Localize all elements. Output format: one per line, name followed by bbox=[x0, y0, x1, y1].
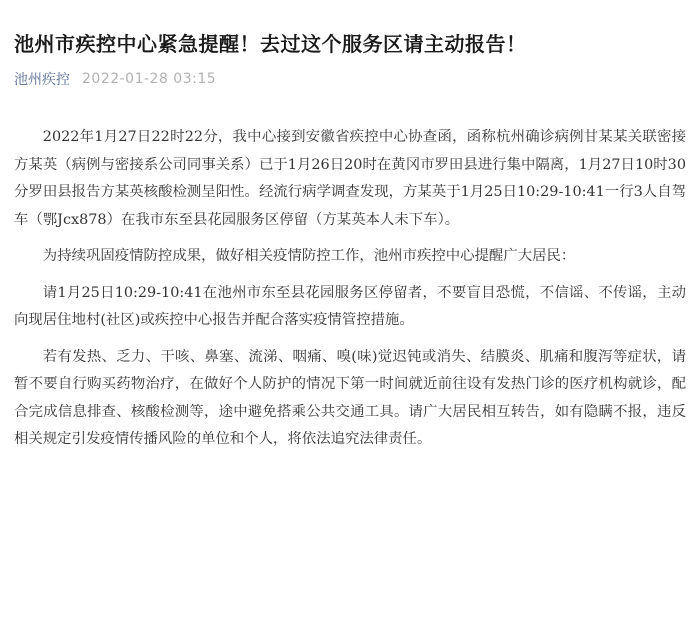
account-name-link[interactable]: 池州疾控 bbox=[14, 72, 70, 88]
body-paragraph: 为持续巩固疫情防控成果，做好相关疫情防控工作，池州市疾控中心提醒广大居民： bbox=[42, 248, 576, 264]
article-meta bbox=[14, 68, 216, 90]
publish-time: 2022-01-28 03:15 bbox=[82, 71, 217, 87]
body-paragraph: 请1月25日10:29-10:41在池州市东至县花园服务区停留者，不要盲目恐慌，不信谣、不传谣，主动向现居住地村(社区)或疾控中心报告并配合落实疫情管控措施。 bbox=[14, 284, 686, 328]
body-paragraph: 2022年1月27日22时22分，我中心接到安徽省疾控中心协查函，函称杭州确诊病例甘某某关联密接方某英（病例与密接系公司同事关系）已于1月26日20时在黄冈市罗田县进行集中隔离，1月27日10时30分罗田县报告方某英核酸检测呈阳性。经流行病学调查发现，方某英于1月25日10:29-10:41一行3人自驾车（鄂Jcx878）在我市东至县花园服务区停留（方某英本人未下车）。 bbox=[14, 129, 686, 228]
body-paragraph: 若有发热、乏力、干咳、鼻塞、流涕、咽痛、嗅(味)觉迟钝或消失、结膜炎、肌痛和腹泻等症状，请暂不要自行购买药物治疗，在做好个人防护的情况下第一时间就近前往设有发热门诊的医疗机构就诊，配合完成信息排查、核酸检测等，途中避免搭乘公共交通工具。请广大居民相互转告，如有隐瞒不报，违反相关规定引发疫情传播风险的单位和个人，将依法追究法律责任。 bbox=[14, 348, 686, 447]
article-title: 池州市疾控中心紧急提醒！去过这个服务区请主动报告！ bbox=[14, 32, 527, 56]
article-body bbox=[14, 124, 686, 454]
